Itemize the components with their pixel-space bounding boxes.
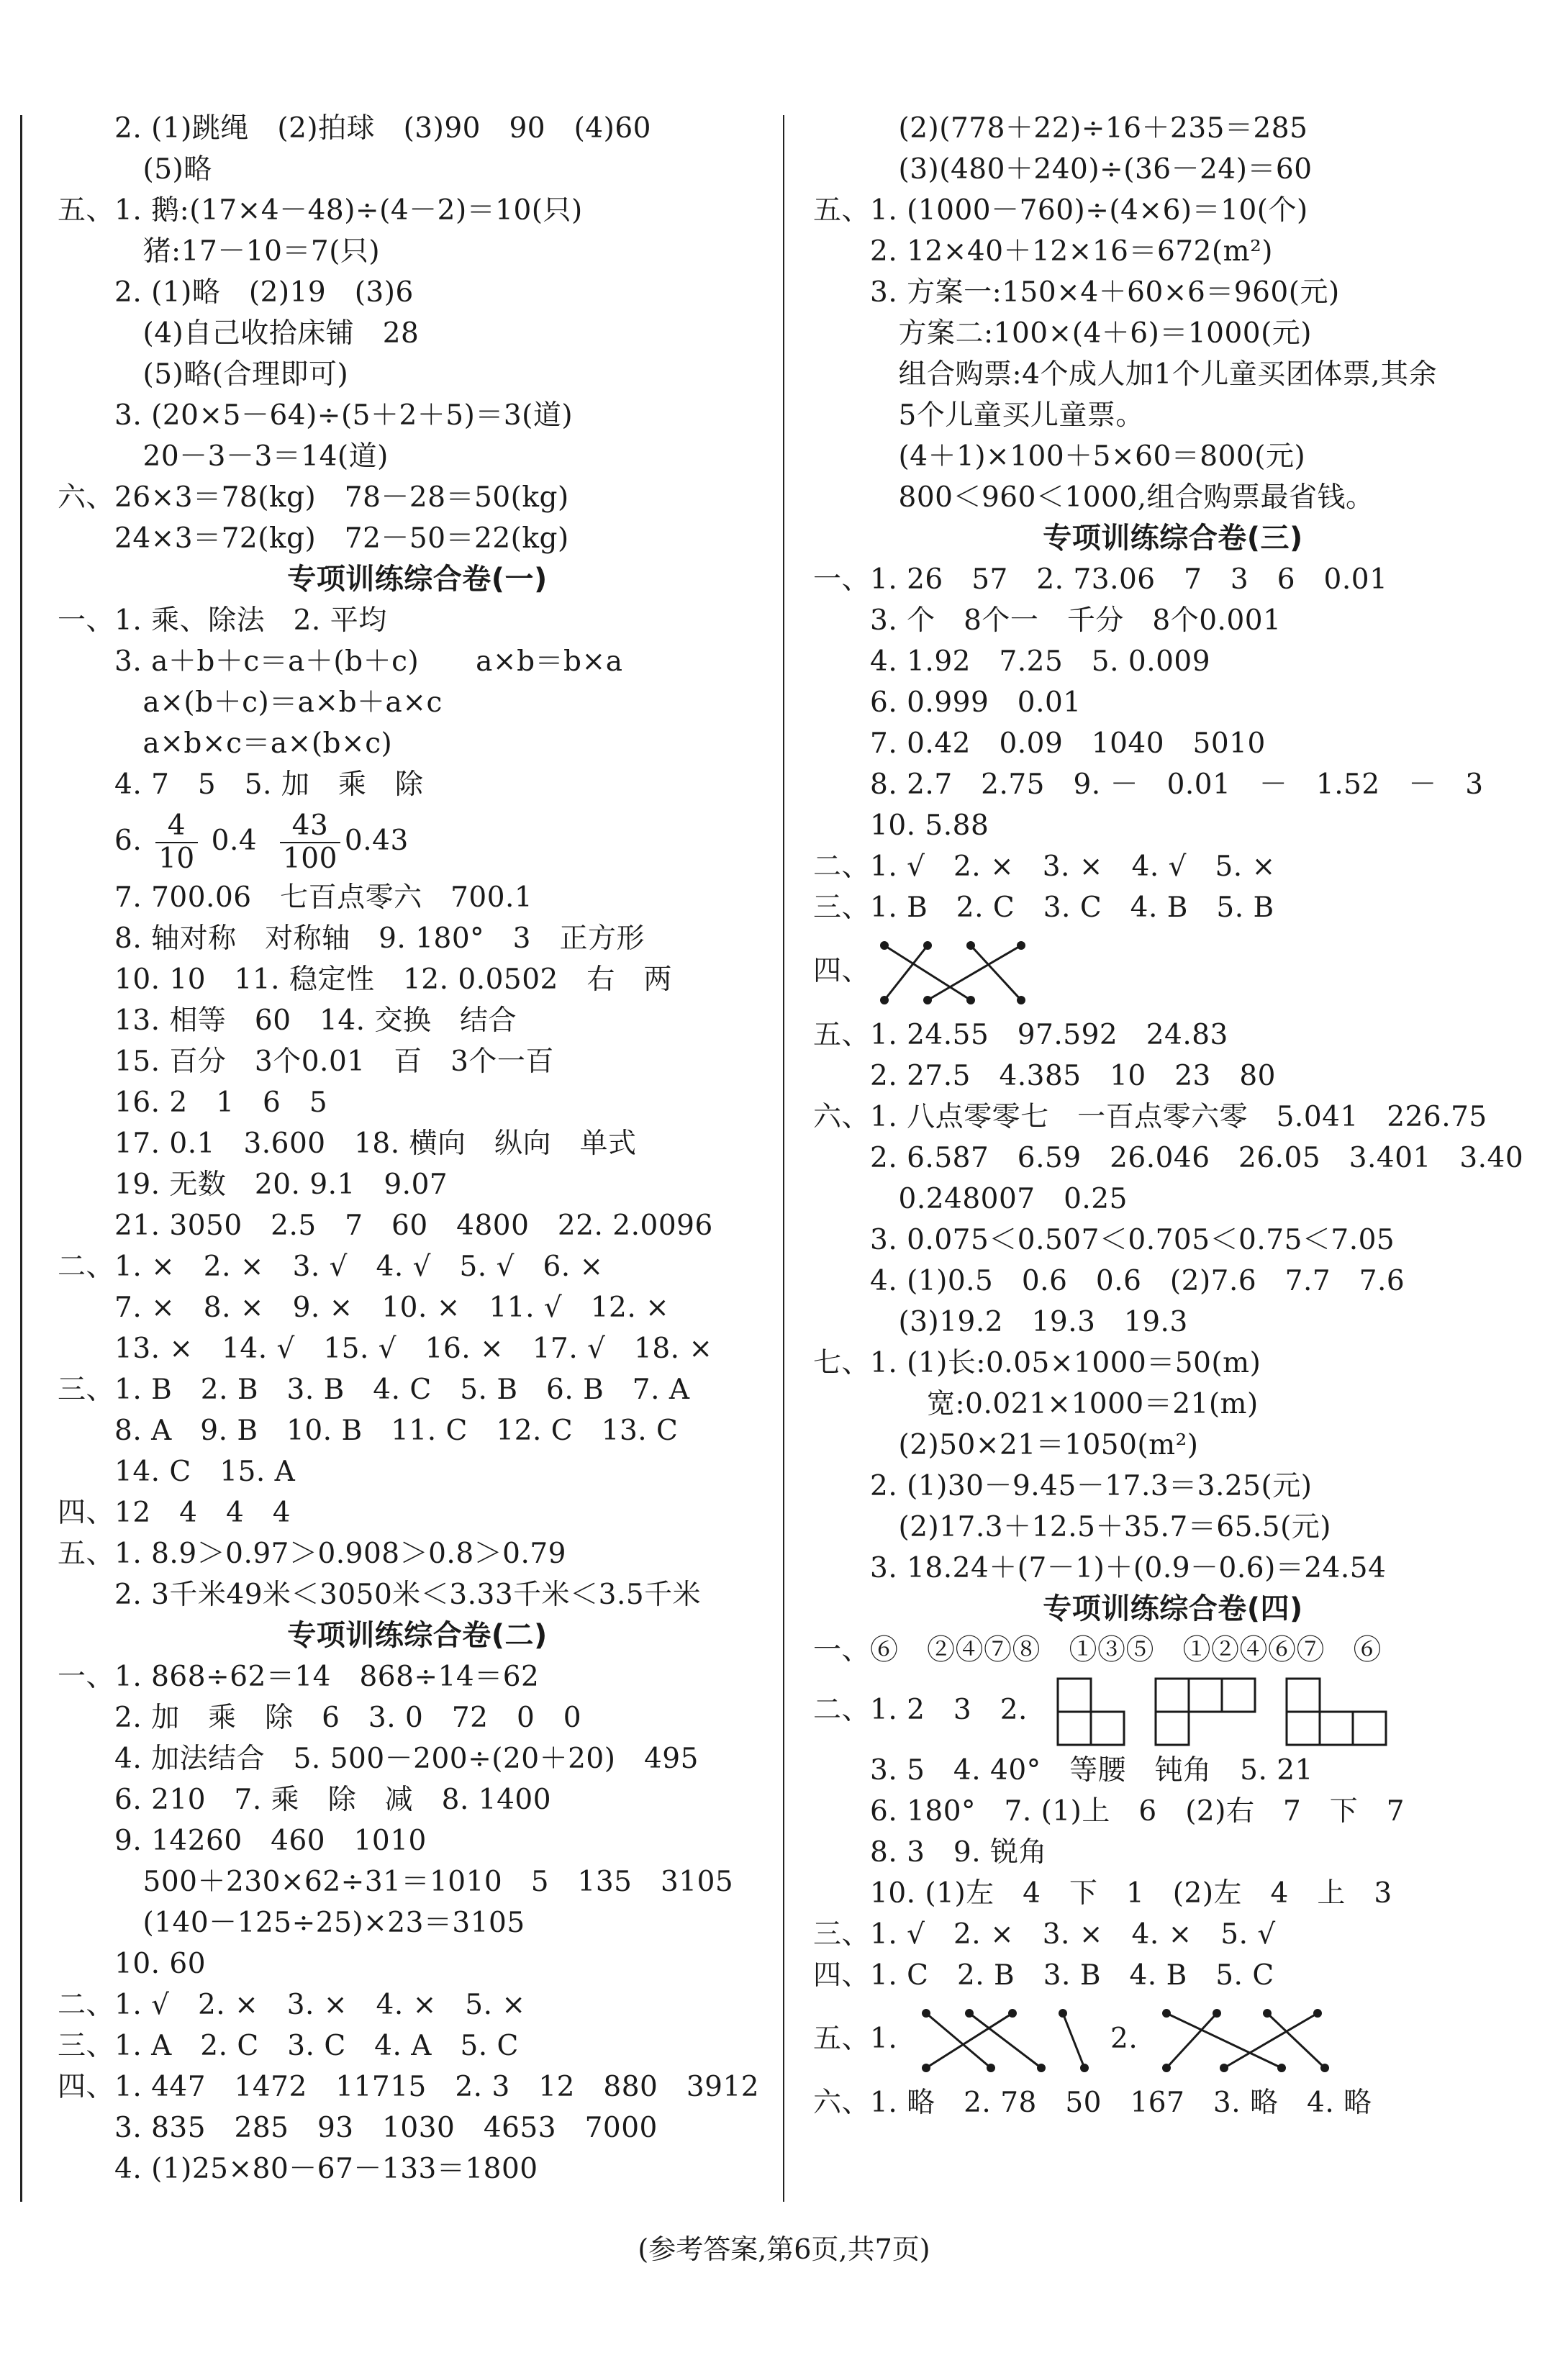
answer-line: 20－3－3＝14(道): [58, 440, 389, 473]
answer-line: 一、1. 868÷62＝14 868÷14＝62: [58, 1661, 540, 1693]
answer-line: 5个儿童买儿童票。: [813, 399, 1144, 432]
answer-line: 五、1. 8.9＞0.97＞0.908＞0.8＞0.79: [58, 1538, 566, 1570]
section-title: 专项训练综合卷(一): [287, 563, 548, 596]
fraction: [280, 810, 340, 875]
fraction-denominator: 10: [158, 843, 195, 875]
answer-line-matching: [813, 928, 1533, 1015]
answer-line: 2. (1)30－9.45－17.3＝3.25(元): [813, 1470, 1313, 1502]
answer-line: (2)17.3＋12.5＋35.7＝65.5(元): [813, 1511, 1332, 1543]
answer-line: 四、1. 447 1472 11715 2. 3 12 880 3912: [58, 2071, 760, 2103]
answer-line: 3. (20×5－64)÷(5＋2＋5)＝3(道): [58, 399, 574, 432]
answer-line: 3. a＋b＋c＝a＋(b＋c) a×b＝b×a: [58, 645, 623, 678]
answer-line: 24×3＝72(kg) 72－50＝22(kg): [58, 522, 569, 555]
answer-column-left: [58, 108, 777, 2190]
answer-line: 2. 27.5 4.385 10 23 80: [813, 1060, 1276, 1092]
answer-line: 2. 3千米49米＜3050米＜3.33千米＜3.5千米: [58, 1579, 702, 1611]
answer-line: 10. (1)左 4 下 1 (2)左 4 上 3: [813, 1877, 1392, 1910]
fraction: [155, 810, 198, 875]
answer-line: 14. C 15. A: [58, 1456, 296, 1488]
answer-line: 4. (1)0.5 0.6 0.6 (2)7.6 7.7 7.6: [813, 1265, 1405, 1297]
answer-line: 21. 3050 2.5 7 60 4800 22. 2.0096: [58, 1210, 713, 1242]
answer-prefix: 6.: [58, 825, 152, 857]
column-divider: [783, 115, 784, 2202]
answer-line: 7. 700.06 七百点零六 700.1: [58, 881, 533, 914]
answer-line: 9. 14260 460 1010: [58, 1825, 427, 1857]
answer-line: 10. 60: [58, 1948, 207, 1980]
fraction-numerator: 4: [155, 810, 198, 843]
answer-value: 0.43: [344, 825, 409, 857]
answer-prefix: 五、1.: [813, 2023, 898, 2055]
answer-line: 二、1. √ 2. × 3. × 4. √ 5. ×: [813, 850, 1276, 883]
matching-diagram: [870, 937, 1043, 1009]
answer-line: 8. A 9. B 10. B 11. C 12. C 13. C: [58, 1415, 679, 1447]
matching-diagram-1: [912, 2005, 1092, 2077]
answer-line: 2. 12×40＋12×16＝672(m²): [813, 235, 1273, 268]
answer-line: 方案二:100×(4＋6)＝1000(元): [813, 317, 1312, 350]
answer-line: 7. 0.42 0.09 1040 5010: [813, 727, 1266, 760]
left-margin-rule: [20, 115, 22, 2202]
answer-line: 三、1. B 2. B 3. B 4. C 5. B 6. B 7. A: [58, 1374, 690, 1406]
answer-line: 四、1. C 2. B 3. B 4. B 5. C: [813, 1959, 1274, 1992]
answer-line: 2. (1)略 (2)19 (3)6: [58, 276, 414, 309]
answer-line: 8. 轴对称 对称轴 9. 180° 3 正方形: [58, 922, 645, 955]
fraction-denominator: 100: [282, 843, 337, 875]
answer-line: 19. 无数 20. 9.1 9.07: [58, 1169, 448, 1201]
answer-label: 2.: [1092, 2023, 1138, 2055]
answer-line-grid-shapes: [813, 1671, 1533, 1750]
answer-line: 10. 10 11. 稳定性 12. 0.0502 右 两: [58, 963, 672, 996]
answer-line: 一、1. 乘、除法 2. 平均: [58, 604, 387, 637]
answer-prefix: 四、: [813, 955, 871, 987]
answer-line: 6. 180° 7. (1)上 6 (2)右 7 下 7: [813, 1795, 1405, 1828]
answer-line: 一、1. 26 57 2. 73.06 7 3 6 0.01: [813, 563, 1388, 596]
answer-line: 二、1. √ 2. × 3. × 4. × 5. ×: [58, 1989, 526, 2021]
answer-line: 五、1. 24.55 97.592 24.83: [813, 1019, 1228, 1051]
answer-line: 4. 1.92 7.25 5. 0.009: [813, 645, 1211, 678]
answer-line: 宽:0.021×1000＝21(m): [813, 1388, 1259, 1420]
answer-line: 0.248007 0.25: [813, 1183, 1128, 1215]
answer-line: 四、12 4 4 4: [58, 1497, 291, 1529]
answer-line: 800＜960＜1000,组合购票最省钱。: [813, 481, 1374, 514]
section-title: 专项训练综合卷(二): [287, 1619, 548, 1652]
answer-line: a×(b＋c)＝a×b＋a×c: [58, 686, 443, 719]
answer-line: 六、1. 八点零零七 一百点零六零 5.041 226.75: [813, 1101, 1487, 1133]
answer-line: (5)略: [58, 153, 212, 186]
answer-line: 七、1. (1)长:0.05×1000＝50(m): [813, 1347, 1261, 1379]
answer-line: 六、1. 略 2. 78 50 167 3. 略 4. 略: [813, 2087, 1372, 2119]
answer-column-right: [813, 108, 1533, 2123]
answer-line: 二、1. × 2. × 3. √ 4. √ 5. √ 6. ×: [58, 1251, 604, 1283]
answer-line: 7. × 8. × 9. × 10. × 11. √ 12. ×: [58, 1292, 670, 1324]
answer-line: 2. (1)跳绳 (2)拍球 (3)90 90 (4)60: [58, 112, 651, 145]
answer-line: 17. 0.1 3.600 18. 横向 纵向 单式: [58, 1127, 637, 1160]
answer-line: 三、1. √ 2. × 3. × 4. × 5. √: [813, 1918, 1276, 1951]
answer-line: 3. 835 285 93 1030 4653 7000: [58, 2112, 658, 2144]
fraction-numerator: 43: [280, 810, 340, 843]
answer-line: 五、1. 鹅:(17×4－48)÷(4－2)＝10(只): [58, 194, 583, 227]
answer-line: 3. 5 4. 40° 等腰 钝角 5. 21: [813, 1754, 1313, 1787]
answer-line: 500＋230×62÷31＝1010 5 135 3105: [58, 1866, 734, 1898]
answer-line: 3. 0.075＜0.507＜0.705＜0.75＜7.05: [813, 1224, 1395, 1256]
answer-value: 0.4: [201, 825, 276, 857]
answer-line: 13. × 14. √ 15. √ 16. × 17. √ 18. ×: [58, 1333, 713, 1365]
answer-line: (2)(778＋22)÷16＋235＝285: [813, 112, 1308, 145]
answer-line: 4. 加法结合 5. 500－200÷(20＋20) 495: [58, 1743, 699, 1775]
answer-line: (5)略(合理即可): [58, 358, 349, 391]
page-footer: (参考答案,第6页,共7页): [638, 2233, 930, 2265]
answer-line: 猪:17－10＝7(只): [58, 235, 381, 268]
section-title: 专项训练综合卷(三): [1043, 522, 1303, 555]
answer-line-matching: [813, 1996, 1533, 2082]
answer-line: 一、⑥ ②④⑦⑧ ①③⑤ ①②④⑥⑦ ⑥: [813, 1634, 1382, 1666]
answer-line: 10. 5.88: [813, 809, 989, 842]
answer-line: 2. 加 乘 除 6 3. 0 72 0 0: [58, 1702, 582, 1734]
answer-line: (3)19.2 19.3 19.3: [813, 1306, 1188, 1338]
answer-line: 3. 个 8个一 千分 8个0.001: [813, 604, 1282, 637]
answer-line: 3. 方案一:150×4＋60×6＝960(元): [813, 276, 1340, 309]
answer-line: 8. 3 9. 锐角: [813, 1836, 1048, 1869]
answer-line: 6. 210 7. 乘 除 减 8. 1400: [58, 1784, 552, 1816]
answer-line: 三、1. B 2. C 3. C 4. B 5. B: [813, 891, 1274, 924]
grid-shape-2: [1154, 1677, 1256, 1746]
answer-line: 13. 相等 60 14. 交换 结合: [58, 1004, 517, 1037]
answer-line: 6. 0.999 0.01: [813, 686, 1082, 719]
answer-line: 三、1. A 2. C 3. C 4. A 5. C: [58, 2030, 519, 2062]
answer-line: 4. (1)25×80－67－133＝1800: [58, 2153, 538, 2185]
matching-diagram-2: [1152, 2005, 1332, 2077]
answer-prefix: 二、1. 2 3 2.: [813, 1694, 1028, 1726]
answer-line: 16. 2 1 6 5: [58, 1086, 328, 1119]
answer-line: (2)50×21＝1050(m²): [813, 1429, 1199, 1461]
answer-line: 2. 6.587 6.59 26.046 26.05 3.401 3.40: [813, 1142, 1524, 1174]
answer-line: (4)自己收拾床铺 28: [58, 317, 420, 350]
answer-line: 五、1. (1000－760)÷(4×6)＝10(个): [813, 194, 1308, 227]
answer-line: 六、26×3＝78(kg) 78－28＝50(kg): [58, 481, 569, 514]
answer-line: 组合购票:4个成人加1个儿童买团体票,其余: [813, 358, 1438, 391]
section-title: 专项训练综合卷(四): [1043, 1592, 1303, 1625]
answer-line: 8. 2.7 2.75 9. － 0.01 － 1.52 － 3: [813, 768, 1484, 801]
answer-line: 15. 百分 3个0.01 百 3个一百: [58, 1045, 554, 1078]
grid-shape-3: [1285, 1677, 1387, 1746]
answer-line: a×b×c＝a×(b×c): [58, 727, 393, 760]
grid-shape-1: [1056, 1677, 1125, 1746]
answer-line-fraction: [58, 805, 777, 877]
answer-line: (4＋1)×100＋5×60＝800(元): [813, 440, 1306, 473]
answer-line: (3)(480＋240)÷(36－24)＝60: [813, 153, 1313, 186]
answer-line: 4. 7 5 5. 加 乘 除: [58, 768, 424, 801]
answer-line: 3. 18.24＋(7－1)＋(0.9－0.6)＝24.54: [813, 1552, 1387, 1584]
answer-line: (140－125÷25)×23＝3105: [58, 1907, 525, 1939]
